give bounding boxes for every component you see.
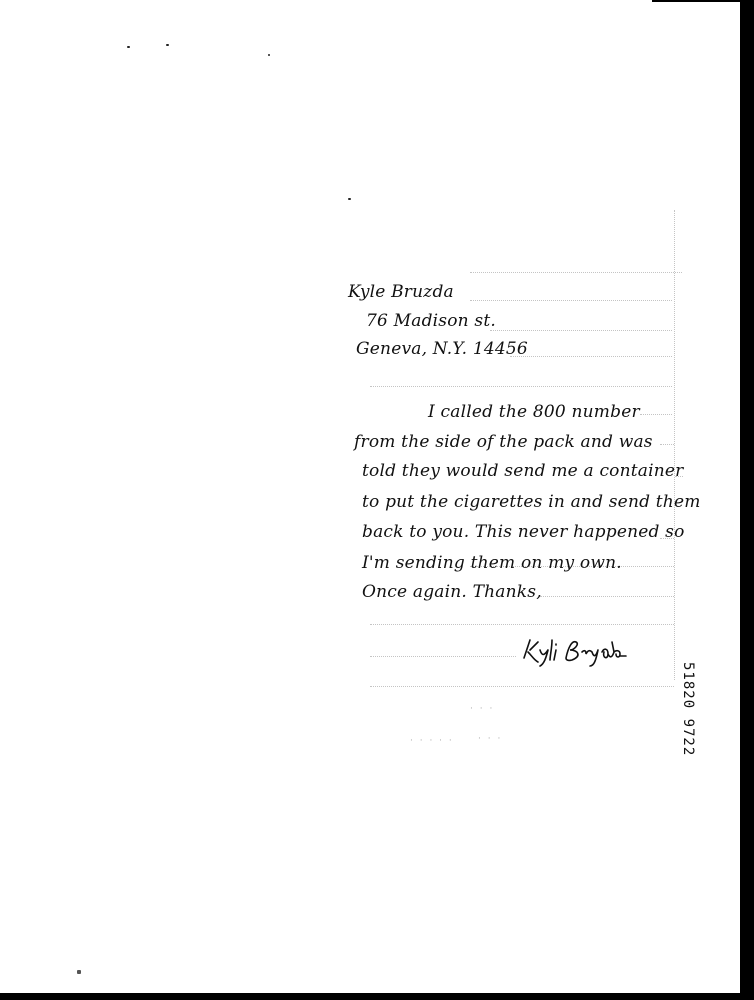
letter-body-line-3: told they would send me a container	[362, 461, 684, 481]
ruled-line	[370, 624, 674, 625]
letter-body-line-1: I called the 800 number	[428, 402, 640, 422]
ruled-line	[660, 444, 674, 445]
letter-body-line-6: I'm sending them on my own.	[362, 553, 622, 573]
ruled-line	[470, 300, 672, 301]
scan-top-notch	[652, 0, 740, 2]
letter-body-line-5: back to you. This never happened so	[362, 522, 685, 542]
ruled-line	[370, 686, 674, 687]
scan-speck	[77, 970, 81, 974]
ruled-line	[640, 414, 672, 415]
letter-body-line-7: Once again. Thanks,	[362, 582, 542, 602]
signature	[516, 634, 646, 668]
scan-smudge: · · ·	[478, 734, 503, 744]
scan-speck	[166, 44, 169, 46]
scan-bottom-edge	[0, 993, 754, 1000]
scan-speck	[127, 46, 130, 48]
scan-right-edge	[740, 0, 754, 1000]
letter-body-line-2: from the side of the pack and was	[354, 432, 653, 452]
ruled-margin	[674, 210, 675, 680]
scan-speck	[268, 54, 270, 56]
scan-smudge: · · · · ·	[410, 736, 454, 746]
sender-street: 76 Madison st.	[366, 311, 496, 331]
sender-city: Geneva, N.Y. 14456	[356, 339, 528, 359]
letter-body-line-4: to put the cigarettes in and send them	[362, 492, 701, 512]
ruled-line	[510, 356, 672, 357]
ruled-line	[490, 330, 672, 331]
sender-name: Kyle Bruzda	[348, 282, 454, 302]
scan-speck	[348, 198, 351, 200]
document-number: 51820 9722	[680, 662, 696, 757]
ruled-line	[370, 656, 516, 657]
document-number-stamp	[672, 662, 700, 757]
scan-smudge: · · ·	[470, 704, 495, 714]
ruled-line	[370, 386, 672, 387]
ruled-line	[470, 272, 682, 273]
ruled-line	[540, 596, 674, 597]
